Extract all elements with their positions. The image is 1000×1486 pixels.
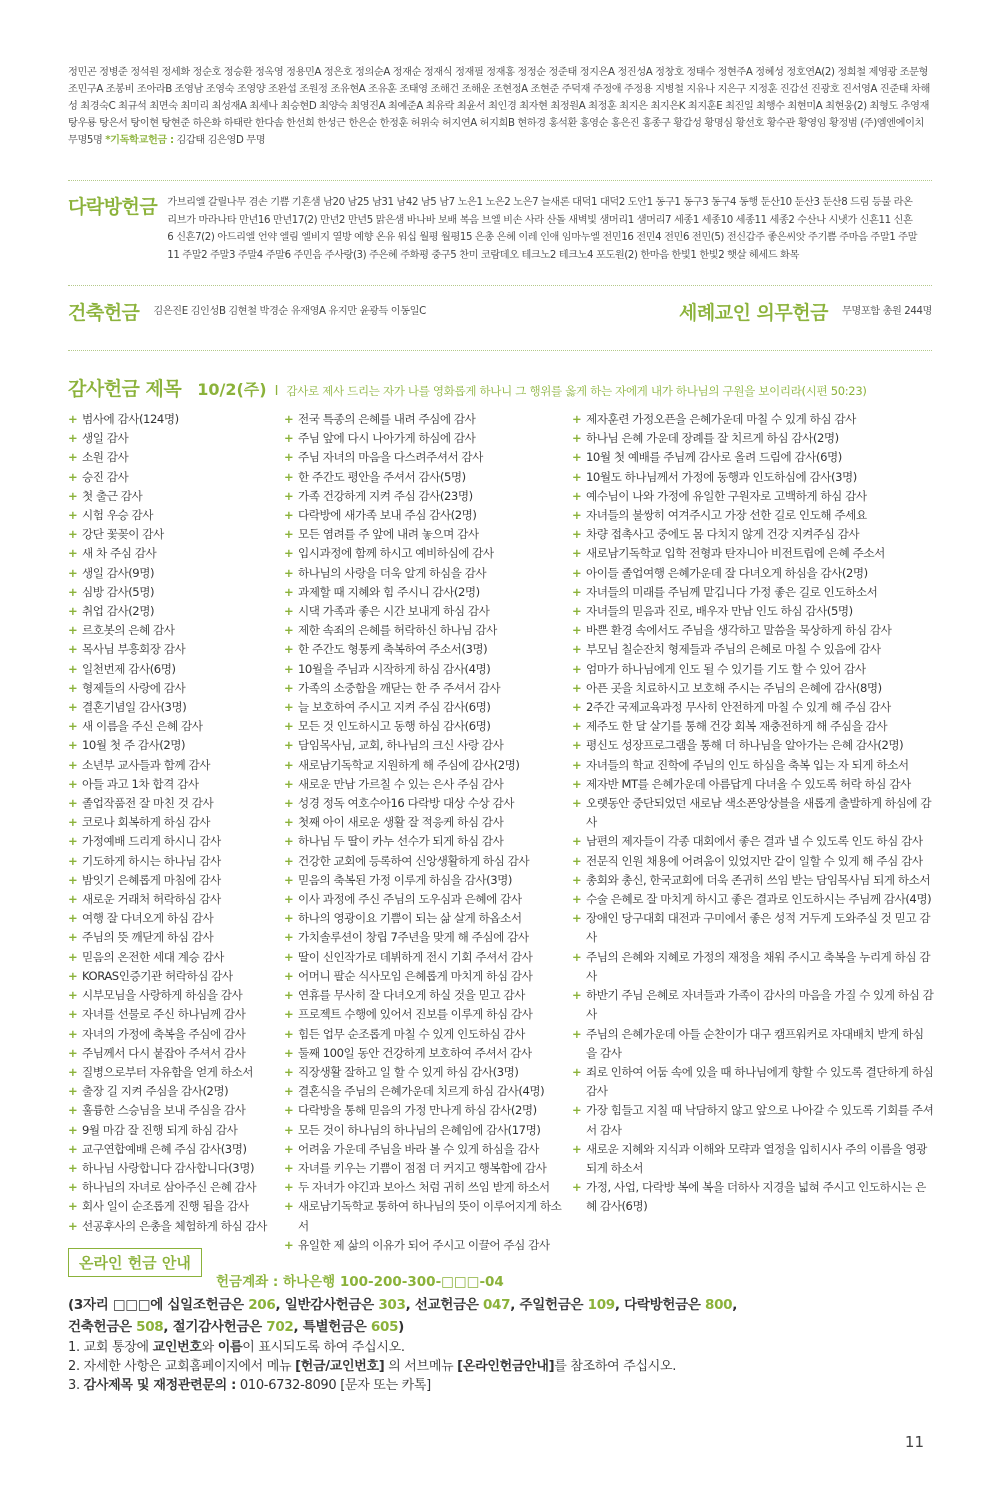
thanks-item: + 하나님 사랑합니다 감사합니다(3명): [68, 1159, 278, 1178]
thanks-item: + 여행 잘 다녀오게 하심 감사: [68, 909, 278, 928]
note-2: [68, 1357, 932, 1376]
code-label: 절기감사헌금: [172, 1319, 250, 1335]
thanks-item: + 제자반 MT를 은혜가운데 아름답게 다녀올 수 있도록 허락 하심 감사: [572, 775, 934, 794]
thanks-item: + 다락방을 통해 믿음의 가정 만나게 하심 감사(2명): [284, 1101, 570, 1120]
thanks-item: + 아이들 졸업여행 은혜가운데 잘 다녀오게 하심을 감사(2명): [572, 564, 934, 583]
thanks-item: + 모든 염려를 주 앞에 내려 놓으며 감사: [284, 525, 570, 544]
thanks-item: + 첫 출근 감사: [68, 487, 278, 506]
dalabang-section: [68, 192, 917, 264]
thanks-item: + 강단 꽃꽂이 감사: [68, 525, 278, 544]
note-bold: [헌금/교인번호]: [295, 1359, 385, 1374]
thanks-item: + 믿음의 온전한 세대 계승 감사: [68, 948, 278, 967]
thanks-item: + 새 차 주심 감사: [68, 544, 278, 563]
thanks-item: + 한 주간도 평안을 주셔서 감사(5명): [284, 468, 570, 487]
thanks-item: + 르호봇의 은혜 감사: [68, 621, 278, 640]
thanks-item: + 오랫동안 중단되었던 새로남 색소폰앙상블을 새롭게 출발하게 하심에 감사: [572, 794, 934, 832]
thanks-item: + 가정예배 드리게 하시니 감사: [68, 832, 278, 851]
thanks-item: + 하나님 두 딸이 카누 선수가 되게 하심 감사: [284, 832, 570, 851]
note-text: 3.: [68, 1378, 84, 1393]
thanks-item: + 범사에 감사(124명): [68, 410, 278, 429]
thanks-item: + 질병으로부터 자유함을 얻게 하소서: [68, 1063, 278, 1082]
note-1: [68, 1338, 932, 1357]
thanks-item: + 기도하게 하시는 하나님 감사: [68, 852, 278, 871]
thanks-item: + 프로젝트 수행에 있어서 진보를 이루게 하심 감사: [284, 1005, 570, 1024]
thanks-item: + 모든 것이 하나님의 하나님의 은혜임에 감사(17명): [284, 1121, 570, 1140]
thanks-item: + 자녀들의 미래를 주님께 맡깁니다 가정 좋은 길로 인도하소서: [572, 583, 934, 602]
online-account: 헌금계좌 : 하나은행 100-200-300-□□□-04: [216, 1274, 504, 1290]
thanks-item: + 하반기 주님 은혜로 자녀들과 가족이 감사의 마음을 가질 수 있게 하심 감사: [572, 986, 934, 1024]
thanks-item: + 소원 감사: [68, 448, 278, 467]
note-text: 를 참조하여 주십시오.: [554, 1359, 677, 1374]
thanks-column-2: [284, 410, 570, 1255]
thanks-item: + 주님의 은혜와 지혜로 가정의 재정을 채워 주시고 축복을 누리게 하심 감사: [572, 948, 934, 986]
online-notes: [68, 1338, 932, 1395]
thanks-item: + 시부모님을 사랑하게 하심을 감사: [68, 986, 278, 1005]
thanks-item: + 하나님 은혜 가운데 장례를 잘 치르게 하심 감사(2명): [572, 429, 934, 448]
thanks-item: + 훌륭한 스승님을 보내 주심을 감사: [68, 1101, 278, 1120]
thanks-item: + 자녀들의 불쌍히 여겨주시고 가장 선한 길로 인도해 주세요: [572, 506, 934, 525]
thanks-item: + 출장 길 지켜 주심을 감사(2명): [68, 1082, 278, 1101]
thanks-column-1: [68, 410, 278, 1236]
thanks-item: + 주님 자녀의 마음을 다스려주셔서 감사: [284, 448, 570, 467]
thanks-item: + 새로운 지혜와 지식과 이해와 모략과 열정을 입히시사 주의 이름을 영광 되게 하소서: [572, 1140, 934, 1178]
thanks-item: + 평신도 성장프로그램을 통해 더 하나님을 알아가는 은혜 감사(2명): [572, 736, 934, 755]
thanks-item: + 직장생활 잘하고 일 할 수 있게 하심 감사(3명): [284, 1063, 570, 1082]
thanks-item: + 코로나 회복하게 하심 감사: [68, 813, 278, 832]
page-number: 11: [904, 1433, 924, 1451]
thanks-item: + 믿음의 축복된 가정 이루게 하심을 감사(3명): [284, 871, 570, 890]
thanks-item: + 회사 일이 순조롭게 진행 됨을 감사: [68, 1197, 278, 1216]
code-value: 047: [482, 1297, 511, 1313]
thanks-item: + 늘 보호하여 주시고 지켜 주심 감사(6명): [284, 698, 570, 717]
thanks-header: [68, 374, 932, 401]
note-bold: 교인번호: [152, 1340, 202, 1355]
thanks-item: + 10월을 주님과 시작하게 하심 감사(4명): [284, 660, 570, 679]
thanks-item: + 어머니 팔순 식사모임 은혜롭게 마치게 하심 감사: [284, 967, 570, 986]
thanks-column-3: [572, 410, 934, 1217]
thanks-item: + 하나님의 자녀로 삼아주신 은혜 감사: [68, 1178, 278, 1197]
thanks-item: + 생일 감사: [68, 429, 278, 448]
codes-intro: (3자리 □□□에 십일조헌금은: [68, 1297, 249, 1313]
thanks-item: + 10월 첫 주 감사(2명): [68, 736, 278, 755]
thanks-item: + 새로남기독학교 통하여 하나님의 뜻이 이루어지게 하소서: [284, 1197, 570, 1235]
thanks-item: + 결혼기념일 감사(3명): [68, 698, 278, 717]
note-text: 이 표시되도록 하여 주십시오.: [242, 1340, 405, 1355]
thanks-item: + 결혼식을 주님의 은혜가운데 치르게 하심 감사(4명): [284, 1082, 570, 1101]
code-label: 주일헌금: [519, 1297, 571, 1313]
thanks-item: + 어려움 가운데 주님을 바라 볼 수 있게 하심을 감사: [284, 1140, 570, 1159]
thanks-item: + 유일한 제 삶의 이유가 되어 주시고 이끌어 주심 감사: [284, 1236, 570, 1255]
thanks-item: + 새 이름을 주신 은혜 감사: [68, 717, 278, 736]
note-3: [68, 1376, 932, 1395]
thanks-item: + 10월 첫 예배를 주님께 감사로 올려 드림에 감사(6명): [572, 448, 934, 467]
member-names-list: [68, 64, 932, 149]
thanks-item: + 생일 감사(9명): [68, 564, 278, 583]
code-value: 303: [378, 1297, 406, 1313]
thanks-item: + 제한 속죄의 은혜를 허락하신 하나님 감사: [284, 621, 570, 640]
baptized-title: 세례교인 의무헌금: [679, 302, 828, 324]
thanks-item: + 가족 건강하게 지켜 주심 감사(23명): [284, 487, 570, 506]
thanks-item: + 시댁 가족과 좋은 시간 보내게 하심 감사: [284, 602, 570, 621]
thanks-item: + 주님의 뜻 깨닫게 하심 감사: [68, 928, 278, 947]
thanks-item: + 입시과정에 함께 하시고 예비하심에 감사: [284, 544, 570, 563]
thanks-item: + 아픈 곳을 치료하시고 보호해 주시는 주님의 은혜에 감사(8명): [572, 679, 934, 698]
note-text: 1. 교회 통장에: [68, 1340, 153, 1355]
thanks-item: + 자녀를 선물로 주신 하나님께 감사: [68, 1005, 278, 1024]
code-label: 일반감사헌금: [284, 1297, 362, 1313]
thanks-item: + 장애인 당구대회 대전과 구미에서 좋은 성적 거두게 도와주실 것 믿고 감사: [572, 909, 934, 947]
thanks-item: + 하나의 영광이요 기쁨이 되는 삶 살게 하옵소서: [284, 909, 570, 928]
thanks-item: + 연휴를 무사히 잘 다녀오게 하실 것을 믿고 감사: [284, 986, 570, 1005]
code-label: 선교헌금: [414, 1297, 466, 1313]
building-title: 건축헌금: [68, 302, 140, 324]
thanks-item: + 승진 감사: [68, 468, 278, 487]
thanks-item: + 건강한 교회에 등록하여 신앙생활하게 하심 감사: [284, 852, 570, 871]
thanks-item: + 첫째 아이 새로운 생활 잘 적응케 하심 감사: [284, 813, 570, 832]
thanks-item: + 가장 힘들고 지칠 때 낙담하지 않고 앞으로 나아갈 수 있도록 기회를 주셔서 감사: [572, 1101, 934, 1139]
code-value: 800: [705, 1297, 733, 1313]
thanks-item: + 주님의 은혜가운데 아들 순찬이가 대구 캠프워커로 자대배치 받게 하심을 감사: [572, 1025, 934, 1063]
divider: [68, 350, 932, 351]
thanks-title: 감사헌금 제목: [68, 378, 182, 400]
thanks-verse: 감사로 제사 드리는 자가 나를 영화롭게 하나니 그 행위를 옳게 하는 자에게 내가 하나님의 구원을 보이리라(시편 50:23): [286, 384, 867, 398]
thanks-item: + 딸이 신인작가로 데뷔하게 전시 기회 주셔서 감사: [284, 948, 570, 967]
note-text: 2. 자세한 사항은 교회홈페이지에서 메뉴: [68, 1359, 296, 1374]
thanks-item: + 담임목사님, 교회, 하나님의 크신 사랑 감사: [284, 736, 570, 755]
thanks-item: + 다락방에 새가족 보내 주심 감사(2명): [284, 506, 570, 525]
code-value: 702: [266, 1319, 294, 1335]
dalabang-title: 다락방헌금: [68, 196, 158, 218]
thanks-date: 10/2(주): [197, 380, 267, 399]
code-label: 다락방헌금: [624, 1297, 688, 1313]
thanks-item: + 시험 우승 감사: [68, 506, 278, 525]
thanks-item: + 새로남기독학교 지원하게 해 주심에 감사(2명): [284, 756, 570, 775]
offering-codes: (3자리 □□□에 십일조헌금은 206, 일반감사헌금은 303, 선교헌금은 047, 주일헌금은 109, 다락방헌금은 800, 건축헌금은 508, 절기감사헌금은 702, 특별헌금은 605): [68, 1297, 738, 1335]
thanks-item: + 엄마가 하나님에게 인도 될 수 있기를 기도 할 수 있어 감사: [572, 660, 934, 679]
thanks-item: + 목사님 부흥회장 감사: [68, 640, 278, 659]
thanks-item: + 가치솔루션이 창립 7주년을 맞게 해 주심에 감사: [284, 928, 570, 947]
note-bold: [온라인헌금안내]: [457, 1359, 555, 1374]
code-value: 508: [136, 1319, 164, 1335]
thanks-item: + 일천번제 감사(6명): [68, 660, 278, 679]
note-bold: 감사제목 및 재정관련문의 :: [83, 1378, 237, 1393]
thanks-item: + 예수님이 나와 가정에 유일한 구원자로 고백하게 하심 감사: [572, 487, 934, 506]
dalabang-list: 가브리엘 갈릴나무 겸손 기쁨 기흔샘 남20 남25 남31 남42 남5 남7 노은1 노은2 노은7 늘새론 대덕1 대덕2 도안1 동구1 동구3 동구4 동행 둔산10 둔산3 둔산8 드림 등불 라온 리브가 마라나타 만년16 만년17(2) 만년2 만년5 맑은샘 바나바 보배 복음 브엘 비손 사라 산돌 새벽빛 샘머리1 샘머리7 세종1 세종10 세종11 세종2 수산나 시냇가 신흔11 신흔6 신흔7(2) 아드리엘 언약 엘림 엘비지 열방 예향 온유 워십 월평 월평15 은총 은혜 이레 인애 임마누엘 전민16 전민4 전민6 전민(5) 전신갑주 좋은씨앗 주기쁨 주마음 주말1 주말11 주말2 주말3 주말4 주말6 주민음 주사랑(3) 주은혜 주화평 중구5 찬미 코람데오 테크노2 테크노4 포도원(2) 한마음 한빛1 한빛2 햇살 헤세드 화목: [167, 197, 918, 261]
thanks-item: + 죄로 인하여 어둠 속에 있을 때 하나님에게 향할 수 있도록 결단하게 하심 감사: [572, 1063, 934, 1101]
thanks-item: + 주님께서 다시 붙잡아 주셔서 감사: [68, 1044, 278, 1063]
thanks-item: + 총회와 총신, 한국교회에 더욱 존귀히 쓰임 받는 담임목사님 되게 하소서: [572, 871, 934, 890]
thanks-item: + 성경 정독 여호수아16 다락방 대상 수상 감사: [284, 794, 570, 813]
note-text: 와: [201, 1340, 218, 1355]
divider: [68, 285, 932, 286]
thanks-item: + 하나님의 사랑을 더욱 알게 하심을 감사: [284, 564, 570, 583]
thanks-item: + 한 주간도 형통케 축복하여 주소서(3명): [284, 640, 570, 659]
thanks-item: + 새로남기독학교 입학 전형과 탄자니아 비전트립에 은혜 주소서: [572, 544, 934, 563]
thanks-item: + 2주간 국제교육과정 무사히 안전하게 마칠 수 있게 해 주심 감사: [572, 698, 934, 717]
thanks-separator: I: [274, 384, 279, 399]
thanks-item: + 힘든 업무 순조롭게 마칠 수 있게 인도하심 감사: [284, 1025, 570, 1044]
thanks-item: + 전문직 인원 채용에 어려움이 있었지만 같이 일할 수 있게 해 주심 감사: [572, 852, 934, 871]
thanks-item: + 선공후사의 은총을 체험하게 하심 감사: [68, 1217, 278, 1236]
thanks-item: + 제주도 한 달 살기를 통해 건강 회복 재충전하게 해 주심을 감사: [572, 717, 934, 736]
thanks-item: + 바쁜 환경 속에서도 주님을 생각하고 말씀을 묵상하게 하심 감사: [572, 621, 934, 640]
thanks-item: + 자녀들의 믿음과 진로, 배우자 만남 인도 하심 감사(5명): [572, 602, 934, 621]
online-offering-title: 온라인 헌금 안내: [68, 1248, 202, 1277]
thanks-item: + 9월 마감 잘 진행 되게 하심 감사: [68, 1121, 278, 1140]
thanks-item: + 가족의 소중함을 깨닫는 한 주 주셔서 감사: [284, 679, 570, 698]
thanks-item: + 가정, 사업, 다락방 복에 복을 더하사 지경을 넓혀 주시고 인도하시는 은혜 감사(6명): [572, 1178, 934, 1216]
thanks-item: + KORAS인증기관 허락하심 감사: [68, 967, 278, 986]
names-text: 정민곤 정병준 정석원 정세화 정순호 정승환 정옥영 정용민A 정은호 정의순A 정재순 정재식 정재필 정재홍 정정순 정준태 정지은A 정진성A 정창호 정태수 정현주A 정혜성 정호연A(2) 정희철 제영광 조문형 조민구A 조봉비 조아라B 조영남 조영숙 조영양 조완섭 조원정 조유현A 조유훈 조태영 조해건 조해운 조현정A 조현준 주덕재 주정애 주정용 지병철 지유나 지은구 지정훈 진갑선 진광호 진서영A 진준태 차해성 최경숙C 최규석 최면숙 최미리 최성재A 최세나 최승현D 최양숙 최영진A 최예준A 최유락 최윤서 최인경 최자현 최정원A 최정훈 최지은 최지은K 최지훈E 최진일 최행수 최현미A 최현웅(2) 최형도 추영재 탕우룡 탕은서 탕이현 탕현준 하은화 하태란 한다솜 한선희 한성근 한은순 한정훈 허위숙 허지연A 허지희B 현하경 홍석환 홍영순 홍은진 홍종구 황갑성 황명심 황선호 황수관 황영임 황정범 (주)엠엔에이치 무명5명: [68, 67, 930, 146]
thanks-item: + 자녀의 가정에 축복을 주심에 감사: [68, 1025, 278, 1044]
thanks-item: + 둘째 100일 동안 건강하게 보호하여 주셔서 감사: [284, 1044, 570, 1063]
baptized-count: 무명포함 총원 244명: [841, 305, 932, 317]
thanks-item: + 심방 감사(5명): [68, 583, 278, 602]
thanks-item: + 부모님 칠순잔치 형제들과 주님의 은혜로 마칠 수 있음에 감사: [572, 640, 934, 659]
thanks-item: + 제자훈련 가정오픈을 은혜가운데 마칠 수 있게 하심 감사: [572, 410, 934, 429]
thanks-item: + 소년부 교사들과 함께 감사: [68, 756, 278, 775]
thanks-item: + 교구연합예배 은혜 주심 감사(3명): [68, 1140, 278, 1159]
divider: [68, 180, 932, 181]
thanks-item: + 취업 감사(2명): [68, 602, 278, 621]
code-value: 605: [370, 1319, 399, 1335]
thanks-item: + 모든 것 인도하시고 동행 하심 감사(6명): [284, 717, 570, 736]
code-value: 109: [587, 1297, 615, 1313]
note-text: 010-6732-8090 [문자 또는 카톡]: [236, 1378, 431, 1393]
baptized-section: [679, 298, 932, 325]
code-label: 특별헌금: [302, 1319, 354, 1335]
thanks-item: + 자녀를 키우는 기쁨이 점점 더 커지고 행복함에 감사: [284, 1159, 570, 1178]
thanks-item: + 두 자녀가 야긴과 보아스 처럼 귀히 쓰임 받게 하소서: [284, 1178, 570, 1197]
thanks-item: + 자녀들의 학교 진학에 주님의 인도 하심을 축복 입는 자 되게 하소서: [572, 756, 934, 775]
note-text: 의 서브메뉴: [384, 1359, 458, 1374]
thanks-item: + 과제할 때 지혜와 힘 주시니 감사(2명): [284, 583, 570, 602]
building-list: 김은진E 김인성B 김현철 박경순 유재영A 유지만 윤광득 이동일C: [153, 305, 426, 317]
thanks-item: + 밤잇기 은혜롭게 마침에 감사: [68, 871, 278, 890]
thanks-item: + 졸업작품전 잘 마친 것 감사: [68, 794, 278, 813]
code-label: 건축헌금: [68, 1319, 119, 1335]
thanks-item: + 형제들의 사랑에 감사: [68, 679, 278, 698]
thanks-item: + 남편의 제자들이 각종 대회에서 좋은 결과 낼 수 있도록 인도 하심 감사: [572, 832, 934, 851]
christian-school-label: *기독학교헌금 :: [105, 135, 174, 146]
building-section: [68, 298, 426, 325]
thanks-item: + 전국 특종의 은혜를 내려 주심에 감사: [284, 410, 570, 429]
code-value: 206: [248, 1297, 276, 1313]
thanks-item: + 새로운 만남 가르칠 수 있는 은사 주심 감사: [284, 775, 570, 794]
thanks-item: + 차량 접촉사고 중에도 몸 다치지 않게 건강 지켜주심 감사: [572, 525, 934, 544]
thanks-item: + 이사 과정에 주신 주님의 도우심과 은혜에 감사: [284, 890, 570, 909]
thanks-item: + 10월도 하나님께서 가정에 동행과 인도하심에 감사(3명): [572, 468, 934, 487]
thanks-item: + 아들 과고 1차 합격 감사: [68, 775, 278, 794]
christian-school-names: 김갑태 김은영D 무명: [176, 135, 266, 146]
thanks-item: + 주님 앞에 다시 나아가게 하심에 감사: [284, 429, 570, 448]
thanks-item: + 수술 은혜로 잘 마치게 하시고 좋은 결과로 인도하시는 주님께 감사(4명): [572, 890, 934, 909]
note-bold: 이름: [217, 1340, 243, 1355]
thanks-item: + 새로운 거래처 허락하심 감사: [68, 890, 278, 909]
